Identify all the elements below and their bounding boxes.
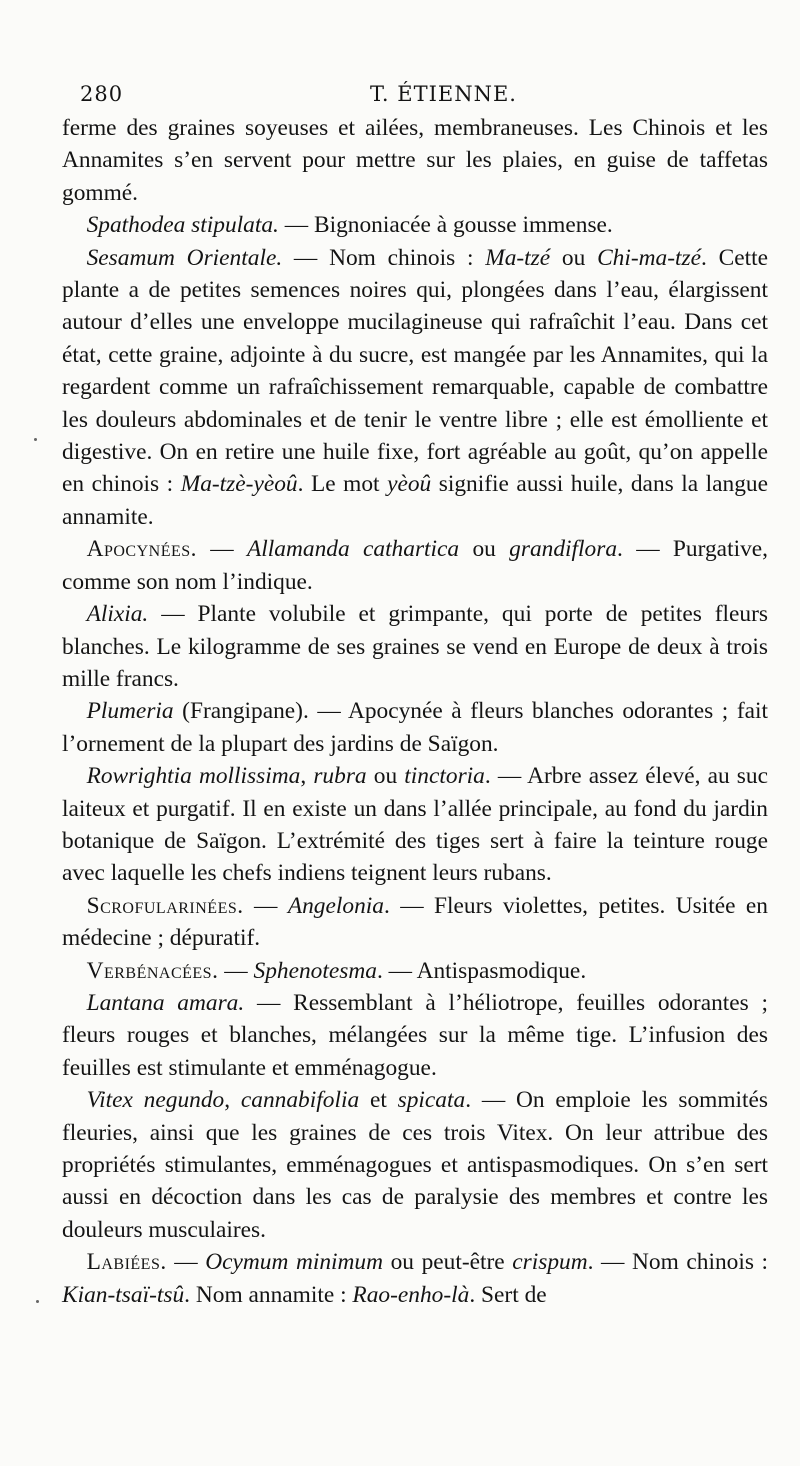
species-name: Spathodea stipulata. (86, 212, 279, 239)
species-name: rubra (313, 763, 367, 790)
entry-rowrightia: Rowrightia mollissima, rubra ou tinctoria. — Arbre assez élevé, au suc laiteux et purgatif. Il en existe un dans l’allée principale, au fond du jardin botanique de Saïgon. L’extrémité des tiges sert à faire la teinture rouge avec laquelle les chefs indiens teignent leurs rubans. (62, 763, 768, 887)
entry-apocynees: Apocynées. — Allamanda cathartica ou grandiflora. — Purgative, comme son nom l’indique. (62, 536, 768, 595)
page-body (62, 112, 768, 1311)
species-name: Vitex negundo (86, 1087, 225, 1114)
species-name: spicata (397, 1087, 466, 1114)
species-name: Sphenotesma (253, 957, 377, 984)
species-name: Ocymum minimum (205, 1249, 384, 1276)
chinese-name: Kian-tsaï-tsû (62, 1281, 185, 1308)
species-name: Allamanda cathartica (247, 536, 460, 563)
family-name: Verbénacées. (86, 957, 219, 984)
entry-spathodea: Spathodea stipulata. — Bignoniacée à gousse immense. (86, 212, 613, 239)
chinese-name: Chi-ma-tzé (597, 244, 702, 271)
paragraph-continuation: ferme des graines soyeuses et ailées, membraneuses. Les Chinois et les Annamites s’en servent pour mettre sur les plaies, en guise de taffetas gommé. (62, 115, 768, 206)
species-name: tinctoria (404, 763, 485, 790)
margin-mark (34, 438, 37, 441)
entry-sesamum: Sesamum Orientale. — Nom chinois : Ma-tzé ou Chi-ma-tzé. Cette plante a de petites semences noires qui, plongées dans l’eau, élargissent autour d’elles une enveloppe mucilagineuse qui rafraîchit l’eau. Dans cet état, cette graine, adjointe à du sucre, est mangée par les Annamites, qui la regardent comme un rafraîchissement remarquable, capable de combattre les douleurs abdominales et de tenir le ventre libre ; elle est émolliente et digestive. On en retire une huile fixe, fort agréable au goût, qu’on appelle en chinois : Ma-tzè-yèoû. Le mot yèoû signifie aussi huile, dans la langue annamite. (62, 244, 769, 530)
margin-mark (36, 1300, 39, 1303)
entry-alixia: Alixia. — Plante volubile et grimpante, qui porte de petites fleurs blanches. Le kilogramme de ses graines se vend en Europe de deux à trois mille francs. (62, 601, 768, 692)
species-name: Angelonia (287, 892, 384, 919)
entry-plumeria: Plumeria (Frangipane). — Apocynée à fleurs blanches odorantes ; fait l’ornement de la plupart des jardins de Saïgon. (62, 698, 768, 757)
chinese-name: Ma-tzè-yèoû (180, 471, 298, 498)
species-name: Lantana amara. (86, 989, 245, 1016)
species-name: Alixia. (86, 601, 149, 628)
species-name: Sesamum Orientale. (86, 244, 283, 271)
species-name: Plumeria (86, 698, 174, 725)
family-name: Labiées. (86, 1249, 167, 1276)
species-name: Rowrightia mollissima (86, 763, 301, 790)
entry-labiees: Labiées. — Ocymum minimum ou peut-être crispum. — Nom chinois : Kian-tsaï-tsû. Nom annamite : Rao-enho-là. Sert de (62, 1249, 769, 1308)
species-name: cannabifolia (240, 1087, 360, 1114)
entry-scrofularinees: Scrofularinées. — Angelonia. — Fleurs violettes, petites. Usitée en médecine ; dépuratif. (62, 892, 768, 952)
family-name: Apocynées. (86, 536, 197, 563)
family-name: Scrofularinées. (86, 892, 244, 919)
entry-lantana: Lantana amara. — Ressemblant à l’héliotrope, feuilles odorantes ; fleurs rouges et blanches, mélangées sur la même tige. L’infusion des feuilles est stimulante et emménagogue. (62, 989, 768, 1081)
entry-vitex: Vitex negundo, cannabifolia et spicata. — On emploie les sommités fleuries, ainsi que les graines de ces trois Vitex. On leur attribue des propriétés stimulantes, emménagogues et antispasmodiques. On s’en sert aussi en décoction dans les cas de paralysie des membres et contre les douleurs musculaires. (62, 1087, 769, 1243)
annamite-name: Rao-enho-là (352, 1281, 470, 1308)
chinese-name: Ma-tzé (485, 244, 551, 271)
species-name: crispum (512, 1249, 588, 1276)
entry-verbenacees: Verbénacées. — Sphenotesma. — Antispasmodique. (86, 957, 587, 984)
running-title: T. ÉTIENNE. (370, 82, 517, 106)
species-name: grandiflora (509, 536, 618, 563)
term: yèoû (387, 471, 432, 498)
page-number: 280 (80, 82, 124, 106)
page-header (80, 82, 762, 106)
